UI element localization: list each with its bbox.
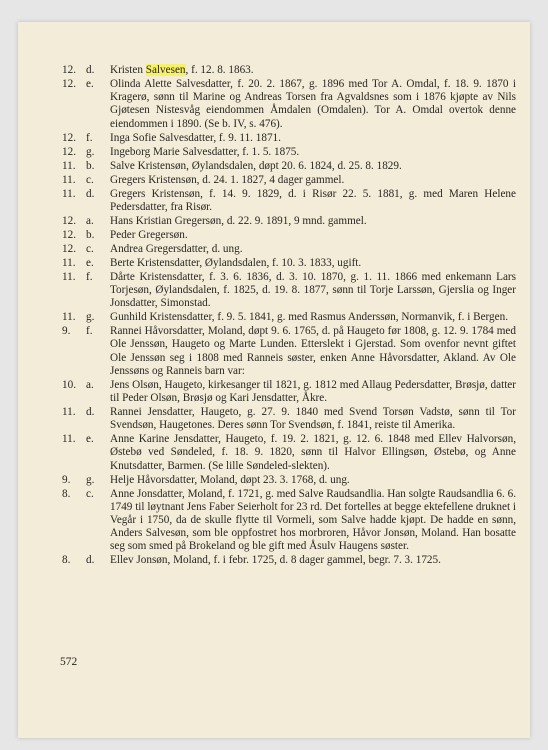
- entry-number: 11.: [62, 187, 76, 200]
- list-item: [62, 188, 516, 214]
- entry-text: Hans Kristian Gregersøn, d. 22. 9. 1891, 9 mnd. gammel.: [110, 214, 367, 227]
- entry-text: Peder Gregersøn.: [110, 228, 188, 241]
- entry-text-pre: Kristen: [110, 64, 146, 76]
- entry-letter: c.: [86, 487, 94, 500]
- entry-number: 12.: [62, 214, 76, 227]
- list-item: [62, 132, 516, 145]
- entry-text: Dårte Kristensdatter, f. 3. 6. 1836, d. 3. 10. 1870, g. 1. 11. 1866 med enkemann Lars Torjesøn, Øylandsdalen, f. 1825, d. 19. 8. 1877, sønn til Torje Larssøn, Gjerslia og Inger Jonsdatter, Simonstad.: [110, 270, 516, 310]
- list-item: [62, 243, 516, 256]
- entry-letter: f.: [86, 131, 93, 144]
- entry-number: 12.: [62, 64, 76, 76]
- book-page: [18, 22, 530, 738]
- entry-number: 9.: [62, 473, 71, 486]
- entry-letter: e.: [86, 433, 94, 446]
- entry-text: Salve Kristensøn, Øylandsdalen, døpt 20. 6. 1824, d. 25. 8. 1829.: [110, 159, 402, 172]
- list-item: [62, 78, 516, 131]
- entry-number: 11.: [62, 256, 76, 269]
- entry-letter: a.: [86, 214, 94, 227]
- entry-letter: e.: [86, 256, 94, 269]
- highlighted-text: Salvesen: [145, 64, 186, 76]
- entry-text: Jens Olsøn, Haugeto, kirkesanger til 1821, g. 1812 med Allaug Pedersdatter, Brøsjø, datter til Peder Olsøn, Brøsjø og Kari Jensdatter, Åkre.: [110, 378, 516, 405]
- entry-letter: c.: [86, 173, 94, 186]
- entry-letter: a.: [86, 378, 94, 391]
- entry-text: Ingeborg Marie Salvesdatter, f. 1. 5. 1875.: [110, 145, 300, 158]
- entry-text: Ellev Jonsøn, Moland, f. i febr. 1725, d. 8 dager gammel, begr. 7. 3. 1725.: [110, 554, 441, 567]
- entry-text: Gregers Kristensøn, d. 24. 1. 1827, 4 dager gammel.: [110, 173, 345, 186]
- entry-number: 12.: [62, 131, 76, 144]
- entry-letter: c.: [86, 242, 94, 255]
- entry-text: Anne Karine Jensdatter, Haugeto, f. 19. 2. 1821, g. 12. 6. 1848 med Ellev Halvorsøn, Østebø ved Søndeled, f. 18. 9. 1820, sønn til Halvor Ellingsøn, Østebø, og Anne Knutsdatter, Barmen. (Se lille Søndeled-slekten).: [110, 433, 516, 472]
- list-item: [62, 406, 516, 432]
- list-item: [62, 325, 516, 378]
- entry-number: 11.: [62, 311, 76, 324]
- list-item: [62, 146, 516, 159]
- entry-number: 11.: [62, 159, 76, 172]
- entry-text: Inga Sofie Salvesdatter, f. 9. 11. 1871.: [110, 131, 281, 144]
- entry-letter: d.: [86, 187, 95, 200]
- entry-number: 12.: [62, 78, 76, 90]
- entry-letter: b.: [86, 159, 95, 172]
- entry-number: 9.: [62, 325, 71, 338]
- list-item: [62, 64, 516, 77]
- entry-letter: e.: [86, 78, 94, 90]
- entry-text: Berte Kristensdatter, Øylandsdalen, f. 10. 3. 1833, ugift.: [110, 256, 362, 269]
- entry-text: Helje Håvorsdatter, Moland, døpt 23. 3. 1768, d. ung.: [110, 473, 350, 486]
- list-item: [62, 271, 516, 311]
- entry-text-post: , f. 12. 8. 1863.: [185, 64, 254, 76]
- entry-letter: f.: [86, 325, 93, 338]
- entry-text: Anne Jonsdatter, Moland, f. 1721, g. med Salve Raudsandlia. Han solgte Raudsandlia 6. 6. 1749 til løytnant Jens Faber Seierholt for 23 rd. Det fortelles at begge ektefellene druknet i Vegår i 1750, da de skulle flytte til Vormeli, som Salve hadde kjøpt. De hadde en sønn, Anders Salvesøn, som ble oppfostret hos morbroren, Håvor Jonsøn, Moland. Han bosatte seg som smed på Brokeland og ble gift med Åsulv Haugens søster.: [110, 487, 516, 553]
- entry-letter: g.: [86, 145, 95, 158]
- list-item: [62, 433, 516, 473]
- list-item: [62, 257, 516, 270]
- entry-text: Gregers Kristensøn, f. 14. 9. 1829, d. i Risør 22. 5. 1881, g. med Maren Helene Pedersdatter, fra Risør.: [110, 187, 516, 213]
- entry-letter: g.: [86, 311, 95, 324]
- entry-text: Rannei Håvorsdatter, Moland, døpt 9. 6. 1765, d. på Haugeto før 1808, g. 12. 9. 1784 med Ole Jenssøn, Haugeto og Marte Lunden. Etterslekt i Gjerstad. Som ovenfor nevnt giftet Ole Jenssøn seg i 1808 med Ranneis søster, enken Anne Håvorsdatter, Akland. Av Ole Jenssøns og Ranneis barn var:: [110, 325, 516, 377]
- list-item: [62, 474, 516, 487]
- entry-number: 12.: [62, 145, 76, 158]
- entry-number: 12.: [62, 242, 76, 255]
- entry-text: Olinda Alette Salvesdatter, f. 20. 2. 1867, g. 1896 med Tor A. Omdal, f. 18. 9. 1870 i Kragerø, sønn til Marine og Andreas Torsen fra Agvaldsnes som i 1876 kjøpte av Nils Gjøtesen Nistesvåg eiendommen Åmdalen (Omdalen). Tor A. Omdal overtok denne eiendommen i 1890. (Se b. IV, s. 476).: [110, 78, 516, 130]
- entry-number: 10.: [62, 378, 76, 391]
- page-number: 572: [60, 656, 78, 668]
- list-item: [62, 174, 516, 187]
- entry-letter: g.: [86, 473, 95, 486]
- entry-letter: d.: [86, 406, 95, 419]
- list-item: [62, 379, 516, 405]
- entry-text: Rannei Jensdatter, Haugeto, g. 27. 9. 1840 med Svend Torsøn Vadstø, sønn til Tor Svendsøn, Haugetones. Deres sønn Tor Svendsøn, f. 1841, reiste til Amerika.: [110, 406, 516, 432]
- entry-text: Andrea Gregersdatter, d. ung.: [110, 242, 243, 255]
- entry-number: 11.: [62, 433, 76, 446]
- entry-letter: b.: [86, 228, 95, 241]
- entry-letter: d.: [86, 64, 95, 76]
- entry-number: 11.: [62, 270, 76, 283]
- list-item: [62, 311, 516, 324]
- entry-text: Gunhild Kristensdatter, f. 9. 5. 1841, g. med Rasmus Anderssøn, Normanvik, f. i Bergen.: [110, 311, 509, 324]
- genealogy-list: [62, 64, 516, 568]
- list-item: [62, 554, 516, 567]
- list-item: [62, 488, 516, 554]
- entry-number: 11.: [62, 173, 76, 186]
- entry-number: 8.: [62, 487, 71, 500]
- entry-number: 11.: [62, 406, 76, 419]
- list-item: [62, 215, 516, 228]
- list-item: [62, 229, 516, 242]
- list-item: [62, 160, 516, 173]
- entry-letter: d.: [86, 554, 95, 567]
- entry-number: 8.: [62, 554, 71, 567]
- entry-number: 12.: [62, 228, 76, 241]
- entry-text: [110, 64, 516, 77]
- entry-letter: f.: [86, 270, 93, 283]
